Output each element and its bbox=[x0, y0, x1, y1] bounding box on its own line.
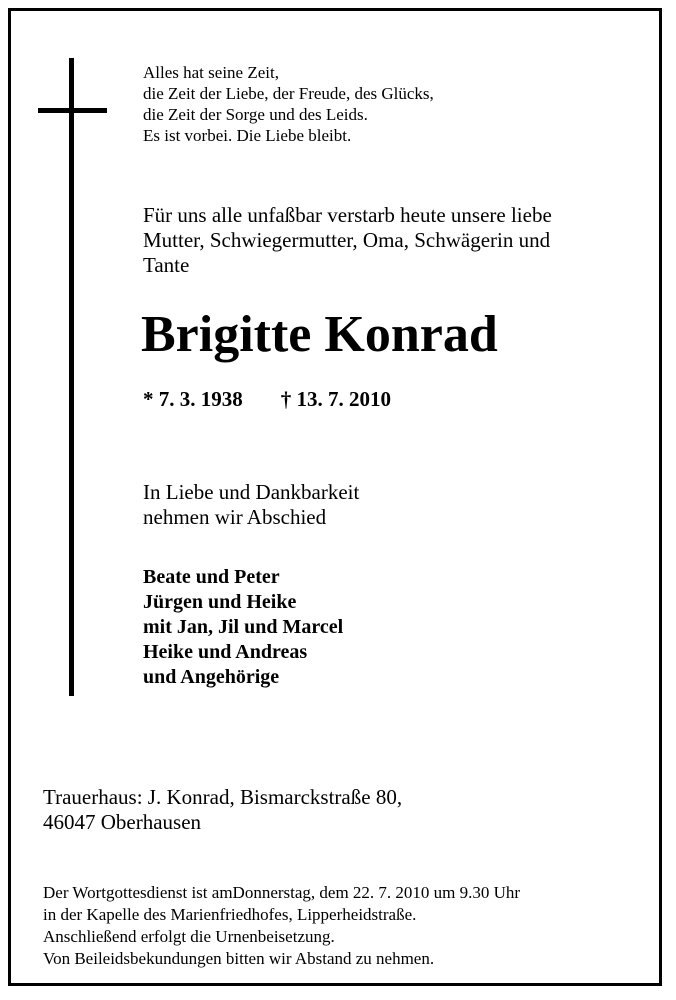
address-line: 46047 Oberhausen bbox=[43, 810, 202, 834]
mourners-list bbox=[143, 565, 343, 690]
mourner-line: und Angehörige bbox=[143, 666, 280, 688]
mourning-house-address bbox=[43, 785, 402, 835]
death-date: † 13. 7. 2010 bbox=[280, 387, 391, 411]
verse-line: die Zeit der Sorge und des Leids. bbox=[143, 105, 368, 124]
intro-line: Tante bbox=[143, 253, 190, 277]
service-line: Der Wortgottesdienst ist amDonnerstag, dem 22. 7. 2010 um 9.30 Uhr bbox=[43, 883, 521, 902]
service-line: Von Beileidsbekundungen bitten wir Abstand zu nehmen. bbox=[43, 949, 435, 968]
farewell-line: In Liebe und Dankbarkeit bbox=[143, 480, 360, 504]
address-line: Trauerhaus: J. Konrad, Bismarckstraße 80, bbox=[43, 785, 403, 809]
verse-line: Es ist vorbei. Die Liebe bleibt. bbox=[143, 126, 352, 145]
cross-vertical-bar bbox=[69, 58, 74, 696]
service-info bbox=[43, 882, 520, 970]
verse bbox=[143, 62, 434, 146]
service-line: Anschließend erfolgt die Urnenbeisetzung. bbox=[43, 927, 335, 946]
farewell-line: nehmen wir Abschied bbox=[143, 505, 327, 529]
intro-line: Mutter, Schwiegermutter, Oma, Schwägerin und bbox=[143, 228, 551, 252]
deceased-name: Brigitte Konrad bbox=[141, 306, 498, 363]
birth-date: * 7. 3. 1938 bbox=[143, 387, 243, 411]
farewell-text bbox=[143, 480, 359, 530]
verse-line: Alles hat seine Zeit, bbox=[143, 63, 279, 82]
cross-horizontal-bar bbox=[38, 108, 107, 113]
life-dates bbox=[143, 385, 391, 413]
mourner-line: Beate und Peter bbox=[143, 566, 280, 588]
mourner-line: Jürgen und Heike bbox=[143, 591, 297, 613]
mourner-line: mit Jan, Jil und Marcel bbox=[143, 616, 344, 638]
mourner-line: Heike und Andreas bbox=[143, 641, 308, 663]
service-line: in der Kapelle des Marienfriedhofes, Lipperheidstraße. bbox=[43, 905, 417, 924]
intro-line: Für uns alle unfaßbar verstarb heute unsere liebe bbox=[143, 203, 552, 227]
verse-line: die Zeit der Liebe, der Freude, des Glücks, bbox=[143, 84, 434, 103]
intro-text bbox=[143, 203, 552, 278]
